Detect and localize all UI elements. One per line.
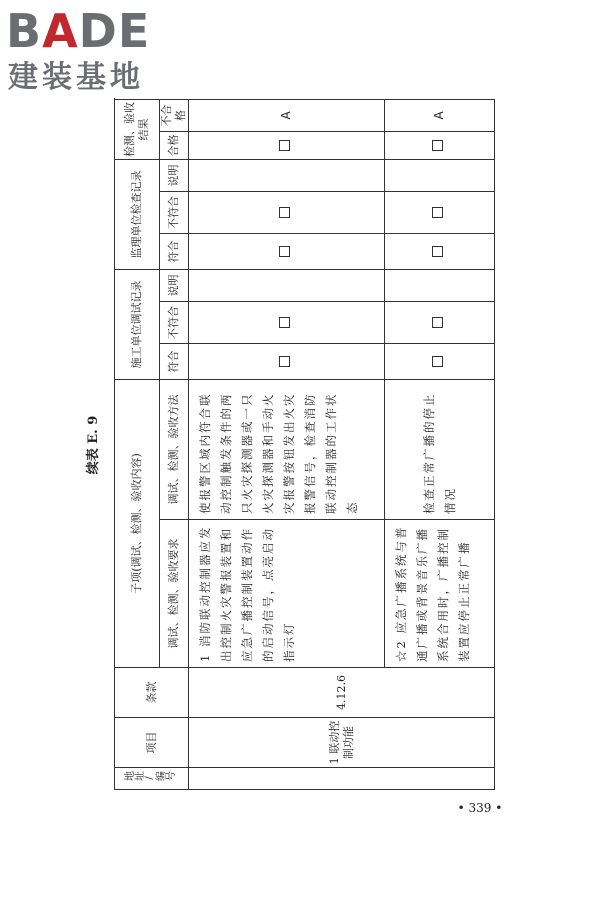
header-c-note: 说明: [160, 269, 189, 301]
table-caption: 续表 E. 9: [86, 415, 101, 475]
header-a-pass: 合格: [160, 131, 189, 159]
header-clause: 条款: [115, 668, 189, 718]
header-item: 项目: [115, 718, 189, 768]
requirement-cell: ☆2 应急广播系统与普通广播或背景音乐广播系统合用时，广播控制装置应停止正常广播: [385, 520, 495, 668]
s-conform-checkbox[interactable]: [385, 233, 495, 269]
method-cell: 使报警区域内符合联动控制触发条件的两只火灾探测器或一只火灾探测器和手动火灾报警按钮发出火灾报警信号，检查消防联动控制器的工作状态: [189, 380, 385, 520]
header-acceptance: 检测、验收结果: [115, 99, 160, 159]
s-nonconform-checkbox[interactable]: [385, 191, 495, 233]
item-cell: 1 联动控制功能: [189, 718, 495, 768]
header-subitem: 子项(调试、检测、验收内容): [115, 380, 160, 668]
address-cell: [189, 768, 495, 790]
header-requirement: 调试、检测、验收要求: [160, 520, 189, 668]
c-note-cell: [189, 269, 385, 301]
requirement-cell: 1 消防联动控制器应发出控制火灾警报装置和应急广播控制装置动作的启动信号，点亮启动指示灯: [189, 520, 385, 668]
header-construction: 施工单位调试记录: [115, 269, 160, 379]
header-supervision: 监理单位检查记录: [115, 159, 160, 269]
s-note-cell: [385, 159, 495, 191]
rotated-table-page: [86, 100, 492, 790]
a-pass-checkbox[interactable]: [385, 131, 495, 159]
a-fail-mark: A: [189, 99, 385, 131]
header-address: 地址/编号: [115, 768, 189, 790]
header-s-note: 说明: [160, 159, 189, 191]
s-conform-checkbox[interactable]: [189, 233, 385, 269]
c-conform-checkbox[interactable]: [189, 344, 385, 380]
header-a-fail: 不合格: [160, 99, 189, 131]
c-nonconform-checkbox[interactable]: [189, 302, 385, 344]
header-s-nonconform: 不符合: [160, 191, 189, 233]
table-row: [189, 99, 385, 789]
c-nonconform-checkbox[interactable]: [385, 302, 495, 344]
c-note-cell: [385, 269, 495, 301]
a-pass-checkbox[interactable]: [189, 131, 385, 159]
c-conform-checkbox[interactable]: [385, 344, 495, 380]
a-fail-mark: A: [385, 99, 495, 131]
header-c-conform: 符合: [160, 344, 189, 380]
logo-subtitle: 建装基地: [8, 60, 144, 95]
header-s-conform: 符合: [160, 233, 189, 269]
s-nonconform-checkbox[interactable]: [189, 191, 385, 233]
header-method: 调试、检测、验收方法: [160, 380, 189, 520]
inspection-table: [114, 99, 495, 790]
header-c-nonconform: 不符合: [160, 302, 189, 344]
brand-logo: [6, 6, 176, 96]
page-number: • 339 •: [457, 801, 503, 815]
clause-cell: 4.12.6: [189, 668, 495, 718]
logo-wordmark: BADE: [6, 4, 151, 58]
method-cell: 检查正常广播的停止情况: [385, 380, 495, 520]
s-note-cell: [189, 159, 385, 191]
